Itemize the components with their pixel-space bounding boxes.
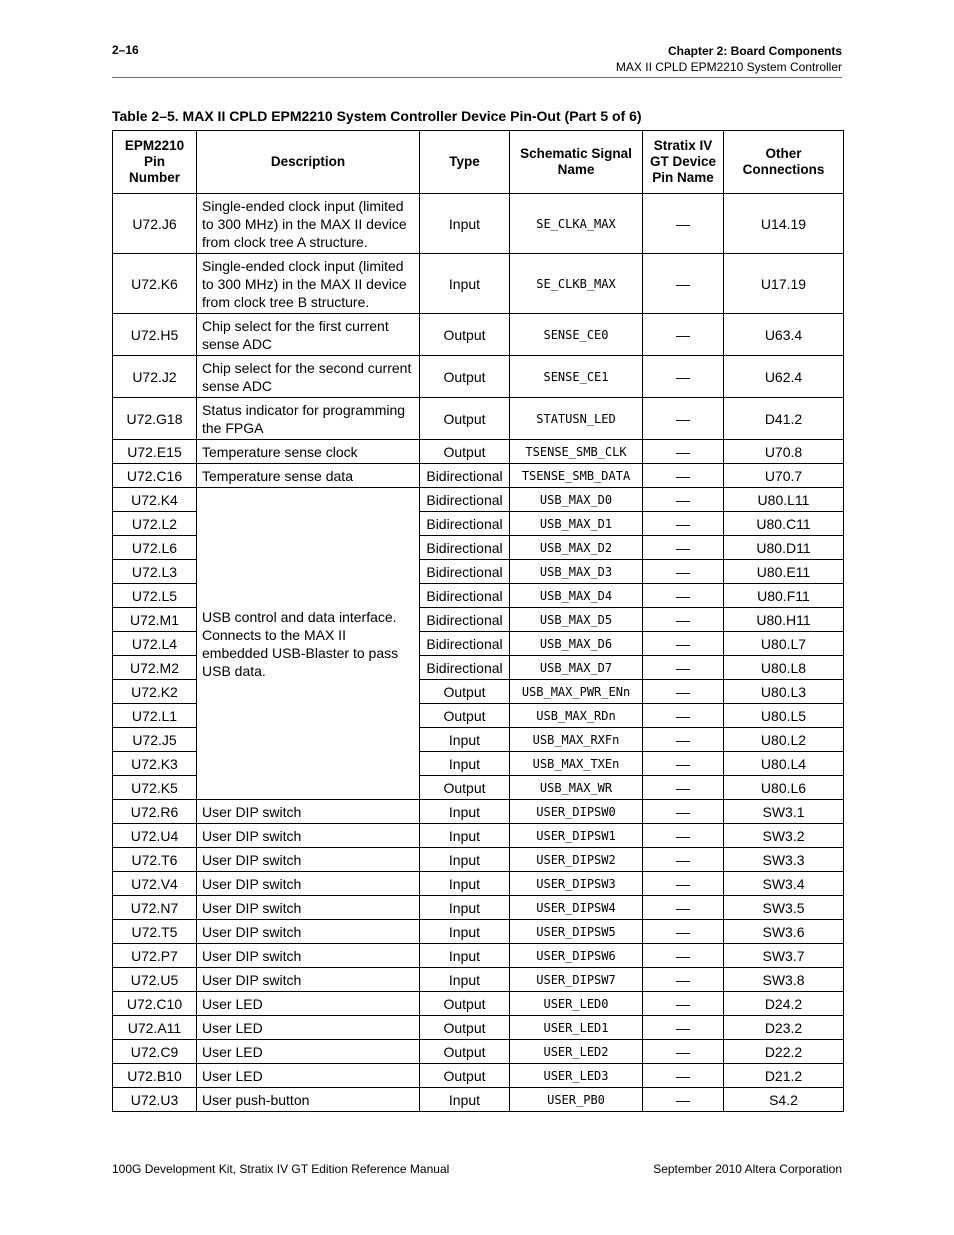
signal-cell: USER_DIPSW1 xyxy=(510,824,643,848)
pin-cell: U72.L3 xyxy=(113,560,197,584)
signal-cell: USB_MAX_TXEn xyxy=(510,752,643,776)
other-cell: D23.2 xyxy=(724,1016,844,1040)
signal-cell: USER_DIPSW4 xyxy=(510,896,643,920)
signal-cell: SE_CLKA_MAX xyxy=(510,194,643,254)
other-cell: U80.L2 xyxy=(724,728,844,752)
other-cell: SW3.2 xyxy=(724,824,844,848)
description-cell: Temperature sense data xyxy=(197,464,420,488)
type-cell: Input xyxy=(420,824,510,848)
signal-cell: USER_DIPSW0 xyxy=(510,800,643,824)
signal-cell: USER_DIPSW5 xyxy=(510,920,643,944)
description-cell: Status indicator for programming the FPGA xyxy=(197,398,420,440)
pin-cell: U72.K4 xyxy=(113,488,197,512)
type-cell: Input xyxy=(420,194,510,254)
pin-cell: U72.K6 xyxy=(113,254,197,314)
table-row xyxy=(113,1040,844,1064)
pin-cell: U72.B10 xyxy=(113,1064,197,1088)
col-header-other: Other Connections xyxy=(724,131,844,194)
signal-cell: USER_DIPSW7 xyxy=(510,968,643,992)
type-cell: Bidirectional xyxy=(420,512,510,536)
type-cell: Output xyxy=(420,1040,510,1064)
type-cell: Output xyxy=(420,992,510,1016)
other-cell: U17.19 xyxy=(724,254,844,314)
description-cell: User DIP switch xyxy=(197,920,420,944)
pin-cell: U72.U4 xyxy=(113,824,197,848)
pin-cell: U72.G18 xyxy=(113,398,197,440)
table-row xyxy=(113,440,844,464)
description-cell: Single-ended clock input (limited to 300 MHz) in the MAX II device from clock tree A structure. xyxy=(197,194,420,254)
type-cell: Bidirectional xyxy=(420,656,510,680)
stratix-pin-cell: — xyxy=(643,776,724,800)
stratix-pin-cell: — xyxy=(643,800,724,824)
stratix-pin-cell: — xyxy=(643,872,724,896)
table-row xyxy=(113,872,844,896)
header-rule xyxy=(112,77,842,78)
stratix-pin-cell: — xyxy=(643,656,724,680)
stratix-pin-cell: — xyxy=(643,194,724,254)
type-cell: Input xyxy=(420,944,510,968)
type-cell: Input xyxy=(420,848,510,872)
pin-cell: U72.E15 xyxy=(113,440,197,464)
description-cell: User DIP switch xyxy=(197,872,420,896)
type-cell: Bidirectional xyxy=(420,536,510,560)
description-cell: User LED xyxy=(197,992,420,1016)
signal-cell: STATUSN_LED xyxy=(510,398,643,440)
stratix-pin-cell: — xyxy=(643,254,724,314)
type-cell: Input xyxy=(420,728,510,752)
description-cell: Chip select for the second current sense ADC xyxy=(197,356,420,398)
table-row xyxy=(113,1064,844,1088)
page-number: 2–16 xyxy=(112,43,139,57)
pin-cell: U72.N7 xyxy=(113,896,197,920)
other-cell: D22.2 xyxy=(724,1040,844,1064)
pin-cell: U72.J6 xyxy=(113,194,197,254)
stratix-pin-cell: — xyxy=(643,1064,724,1088)
signal-cell: USB_MAX_D4 xyxy=(510,584,643,608)
running-header xyxy=(616,43,842,75)
pin-cell: U72.L2 xyxy=(113,512,197,536)
other-cell: SW3.8 xyxy=(724,968,844,992)
stratix-pin-cell: — xyxy=(643,560,724,584)
type-cell: Bidirectional xyxy=(420,560,510,584)
other-cell: D24.2 xyxy=(724,992,844,1016)
stratix-pin-cell: — xyxy=(643,920,724,944)
type-cell: Output xyxy=(420,1016,510,1040)
pin-cell: U72.K5 xyxy=(113,776,197,800)
col-header-stratix-pin: Stratix IV GT Device Pin Name xyxy=(643,131,724,194)
other-cell: U80.L4 xyxy=(724,752,844,776)
stratix-pin-cell: — xyxy=(643,728,724,752)
pin-cell: U72.K2 xyxy=(113,680,197,704)
other-cell: U80.L3 xyxy=(724,680,844,704)
table-row xyxy=(113,848,844,872)
stratix-pin-cell: — xyxy=(643,944,724,968)
table-row xyxy=(113,944,844,968)
stratix-pin-cell: — xyxy=(643,968,724,992)
other-cell: U80.L8 xyxy=(724,656,844,680)
pin-cell: U72.C9 xyxy=(113,1040,197,1064)
other-cell: U14.19 xyxy=(724,194,844,254)
stratix-pin-cell: — xyxy=(643,536,724,560)
pin-cell: U72.H5 xyxy=(113,314,197,356)
table-row xyxy=(113,254,844,314)
other-cell: U80.L7 xyxy=(724,632,844,656)
signal-cell: USB_MAX_RXFn xyxy=(510,728,643,752)
signal-cell: USB_MAX_D1 xyxy=(510,512,643,536)
pin-cell: U72.R6 xyxy=(113,800,197,824)
description-cell: User LED xyxy=(197,1064,420,1088)
signal-cell: USER_LED3 xyxy=(510,1064,643,1088)
other-cell: S4.2 xyxy=(724,1088,844,1112)
type-cell: Input xyxy=(420,1088,510,1112)
signal-cell: SE_CLKB_MAX xyxy=(510,254,643,314)
type-cell: Output xyxy=(420,356,510,398)
type-cell: Bidirectional xyxy=(420,464,510,488)
stratix-pin-cell: — xyxy=(643,608,724,632)
signal-cell: USB_MAX_WR xyxy=(510,776,643,800)
type-cell: Bidirectional xyxy=(420,632,510,656)
signal-cell: USER_DIPSW3 xyxy=(510,872,643,896)
stratix-pin-cell: — xyxy=(643,1016,724,1040)
stratix-pin-cell: — xyxy=(643,440,724,464)
pin-cell: U72.M1 xyxy=(113,608,197,632)
usb-description-cell: USB control and data interface. Connects to the MAX II embedded USB-Blaster to pass USB data. xyxy=(197,488,420,800)
other-cell: D21.2 xyxy=(724,1064,844,1088)
col-header-pin: EPM2210 Pin Number xyxy=(113,131,197,194)
other-cell: U62.4 xyxy=(724,356,844,398)
stratix-pin-cell: — xyxy=(643,356,724,398)
table-row xyxy=(113,194,844,254)
table-header-row xyxy=(113,131,844,194)
signal-cell: USB_MAX_D7 xyxy=(510,656,643,680)
chapter-title: Chapter 2: Board Components xyxy=(667,44,842,58)
signal-cell: USER_LED1 xyxy=(510,1016,643,1040)
description-cell: User DIP switch xyxy=(197,848,420,872)
signal-cell: USB_MAX_D2 xyxy=(510,536,643,560)
pin-cell: U72.V4 xyxy=(113,872,197,896)
table-row xyxy=(113,314,844,356)
other-cell: U63.4 xyxy=(724,314,844,356)
type-cell: Input xyxy=(420,896,510,920)
description-cell: User DIP switch xyxy=(197,968,420,992)
other-cell: SW3.5 xyxy=(724,896,844,920)
description-cell: User LED xyxy=(197,1040,420,1064)
signal-cell: TSENSE_SMB_DATA xyxy=(510,464,643,488)
col-header-description: Description xyxy=(197,131,420,194)
description-cell: User DIP switch xyxy=(197,944,420,968)
other-cell: SW3.6 xyxy=(724,920,844,944)
signal-cell: USB_MAX_RDn xyxy=(510,704,643,728)
other-cell: U70.7 xyxy=(724,464,844,488)
type-cell: Input xyxy=(420,872,510,896)
table-row xyxy=(113,896,844,920)
table-row xyxy=(113,800,844,824)
type-cell: Output xyxy=(420,440,510,464)
other-cell: U80.C11 xyxy=(724,512,844,536)
type-cell: Output xyxy=(420,776,510,800)
table-row xyxy=(113,1088,844,1112)
other-cell: SW3.1 xyxy=(724,800,844,824)
stratix-pin-cell: — xyxy=(643,314,724,356)
pin-cell: U72.K3 xyxy=(113,752,197,776)
other-cell: U80.H11 xyxy=(724,608,844,632)
other-cell: U80.L6 xyxy=(724,776,844,800)
stratix-pin-cell: — xyxy=(643,824,724,848)
stratix-pin-cell: — xyxy=(643,488,724,512)
pin-cell: U72.L6 xyxy=(113,536,197,560)
type-cell: Bidirectional xyxy=(420,608,510,632)
other-cell: U80.L11 xyxy=(724,488,844,512)
other-cell: U80.F11 xyxy=(724,584,844,608)
type-cell: Output xyxy=(420,680,510,704)
type-cell: Output xyxy=(420,398,510,440)
pinout-table xyxy=(112,130,844,1112)
col-header-signal: Schematic Signal Name xyxy=(510,131,643,194)
table-row xyxy=(113,1016,844,1040)
other-cell: U80.E11 xyxy=(724,560,844,584)
signal-cell: USER_LED0 xyxy=(510,992,643,1016)
stratix-pin-cell: — xyxy=(643,896,724,920)
description-cell: User DIP switch xyxy=(197,896,420,920)
pin-cell: U72.J2 xyxy=(113,356,197,398)
footer-date-company: September 2010 Altera Corporation xyxy=(653,1162,842,1176)
stratix-pin-cell: — xyxy=(643,848,724,872)
other-cell: D41.2 xyxy=(724,398,844,440)
col-header-type: Type xyxy=(420,131,510,194)
type-cell: Input xyxy=(420,920,510,944)
pin-cell: U72.U5 xyxy=(113,968,197,992)
signal-cell: USB_MAX_D6 xyxy=(510,632,643,656)
pin-cell: U72.L5 xyxy=(113,584,197,608)
signal-cell: USB_MAX_D5 xyxy=(510,608,643,632)
type-cell: Output xyxy=(420,314,510,356)
signal-cell: USER_LED2 xyxy=(510,1040,643,1064)
table-row xyxy=(113,992,844,1016)
description-cell: User DIP switch xyxy=(197,800,420,824)
stratix-pin-cell: — xyxy=(643,584,724,608)
stratix-pin-cell: — xyxy=(643,752,724,776)
pin-cell: U72.C16 xyxy=(113,464,197,488)
stratix-pin-cell: — xyxy=(643,1088,724,1112)
signal-cell: USER_DIPSW6 xyxy=(510,944,643,968)
stratix-pin-cell: — xyxy=(643,1040,724,1064)
table-row xyxy=(113,824,844,848)
table-caption: Table 2–5. MAX II CPLD EPM2210 System Controller Device Pin-Out (Part 5 of 6) xyxy=(112,108,642,124)
other-cell: U70.8 xyxy=(724,440,844,464)
pin-cell: U72.J5 xyxy=(113,728,197,752)
pin-cell: U72.L1 xyxy=(113,704,197,728)
stratix-pin-cell: — xyxy=(643,464,724,488)
pin-cell: U72.L4 xyxy=(113,632,197,656)
other-cell: SW3.7 xyxy=(724,944,844,968)
type-cell: Output xyxy=(420,704,510,728)
other-cell: U80.L5 xyxy=(724,704,844,728)
description-cell: User DIP switch xyxy=(197,824,420,848)
footer-manual-title: 100G Development Kit, Stratix IV GT Edition Reference Manual xyxy=(112,1162,450,1176)
description-cell: User LED xyxy=(197,1016,420,1040)
table-row xyxy=(113,920,844,944)
table-row xyxy=(113,356,844,398)
pin-cell: U72.U3 xyxy=(113,1088,197,1112)
other-cell: SW3.3 xyxy=(724,848,844,872)
signal-cell: USB_MAX_PWR_ENn xyxy=(510,680,643,704)
signal-cell: USER_PB0 xyxy=(510,1088,643,1112)
other-cell: SW3.4 xyxy=(724,872,844,896)
section-title: MAX II CPLD EPM2210 System Controller xyxy=(615,60,842,74)
description-cell: Chip select for the first current sense ADC xyxy=(197,314,420,356)
type-cell: Input xyxy=(420,254,510,314)
pin-cell: U72.P7 xyxy=(113,944,197,968)
type-cell: Bidirectional xyxy=(420,488,510,512)
stratix-pin-cell: — xyxy=(643,680,724,704)
description-cell: Temperature sense clock xyxy=(197,440,420,464)
other-cell: U80.D11 xyxy=(724,536,844,560)
pin-cell: U72.T6 xyxy=(113,848,197,872)
stratix-pin-cell: — xyxy=(643,992,724,1016)
stratix-pin-cell: — xyxy=(643,398,724,440)
type-cell: Input xyxy=(420,800,510,824)
description-cell: Single-ended clock input (limited to 300 MHz) in the MAX II device from clock tree B structure. xyxy=(197,254,420,314)
signal-cell: USB_MAX_D0 xyxy=(510,488,643,512)
stratix-pin-cell: — xyxy=(643,704,724,728)
table-row xyxy=(113,464,844,488)
table-row xyxy=(113,488,844,512)
pin-cell: U72.A11 xyxy=(113,1016,197,1040)
stratix-pin-cell: — xyxy=(643,632,724,656)
stratix-pin-cell: — xyxy=(643,512,724,536)
pin-cell: U72.C10 xyxy=(113,992,197,1016)
signal-cell: USB_MAX_D3 xyxy=(510,560,643,584)
signal-cell: SENSE_CE1 xyxy=(510,356,643,398)
pin-cell: U72.M2 xyxy=(113,656,197,680)
pin-cell: U72.T5 xyxy=(113,920,197,944)
signal-cell: SENSE_CE0 xyxy=(510,314,643,356)
type-cell: Bidirectional xyxy=(420,584,510,608)
description-cell: User push-button xyxy=(197,1088,420,1112)
type-cell: Input xyxy=(420,752,510,776)
signal-cell: TSENSE_SMB_CLK xyxy=(510,440,643,464)
type-cell: Input xyxy=(420,968,510,992)
signal-cell: USER_DIPSW2 xyxy=(510,848,643,872)
table-row xyxy=(113,968,844,992)
type-cell: Output xyxy=(420,1064,510,1088)
table-row xyxy=(113,398,844,440)
